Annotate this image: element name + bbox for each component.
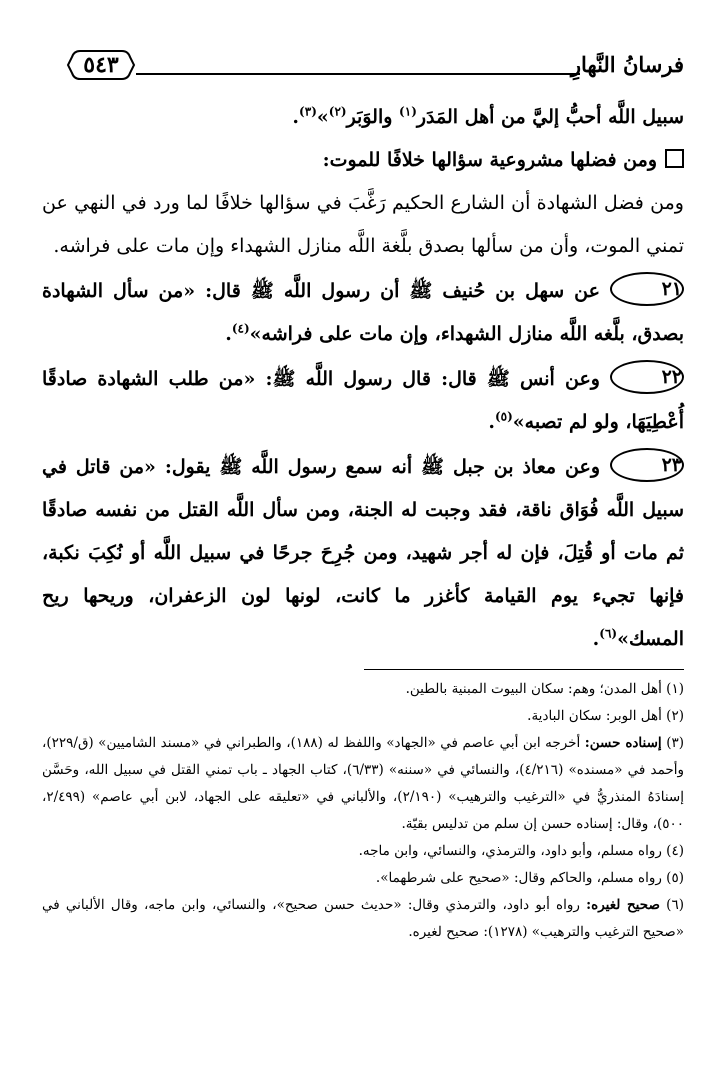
continued-line <box>42 96 684 139</box>
footnote-number: (٤) <box>666 843 684 859</box>
footnote-number: (٦) <box>666 897 684 913</box>
footnote <box>42 676 684 703</box>
section-heading <box>42 139 684 182</box>
hadith-23-text: وعن معاذ بن جبل ﷺ أنه سمع رسول اللَّه ﷺ يقول: «من قاتل في سبيل اللَّه فُوَاق ناقة، فقد وجبت له الجنة، ومن سأل اللَّه القتل من نفسه صادقًا ثم مات أو قُتِلَ، فإن له أجر شهيد، ومن جُرِحَ جرحًا في سبيل اللَّه أو نُكِبَ نكبة، فإنها تجيء يوم القيامة كأغزر ما كانت، لونها لون الزعفران، وريحها ريح المسك» <box>42 456 684 650</box>
page-header <box>64 46 684 90</box>
footnote-ref-4: (٤) <box>231 321 250 336</box>
footnote <box>42 838 684 865</box>
paragraph: ومن فضل الشهادة أن الشارع الحكيم رَغَّبَ في سؤالها خلافًا لما ورد في النهي عن تمني الموت، وأن من سألها بصدق بلَّغة اللَّه منازل الشهداء وإن مات على فراشه. <box>42 192 684 257</box>
footnote-text: أهل المدن؛ وهم: سكان البيوت المبنية بالطين. <box>405 681 662 697</box>
hadith-number-23: ٢٣ <box>610 448 684 482</box>
footnote <box>42 703 684 730</box>
footnote-divider <box>364 669 684 670</box>
page-number: ٥٤٣ <box>83 52 119 78</box>
book-title: فرسانُ النَّهارِ <box>570 52 684 77</box>
footnote-number: (٢) <box>666 708 684 724</box>
footnote-ref-6: (٦) <box>599 626 618 641</box>
footnote-grade: صحيح لغيره: <box>586 897 660 913</box>
footnote-text: رواه أبو داود، والترمذي وقال: «حديث حسن صحيح»، والنسائي، وابن ماجه، وقال الألباني في «صحيح الترغيب والترهيب» (١٢٧٨): صحيح لغيره. <box>42 897 684 940</box>
footnote-number: (٣) <box>666 735 685 751</box>
hadith-21: ٢١عن سهل بن حُنيف ﷺ أن رسول اللَّه ﷺ قال: «من سأل الشهادة بصدق، بلَّغه اللَّه منازل الشهداء، وإن مات على فراشه»$^{(٤)}$. <box>42 270 684 356</box>
footnote-ref-2: (٢) <box>328 104 347 119</box>
header-rule <box>136 73 580 75</box>
footnote-ref-1: (١) <box>399 104 417 119</box>
footnote-number: (٥) <box>666 870 684 886</box>
footnote <box>42 892 684 946</box>
footnote <box>42 865 684 892</box>
hadith-21-text: عن سهل بن حُنيف ﷺ أن رسول اللَّه ﷺ قال: «من سأل الشهادة بصدق، بلَّغه اللَّه منازل الشهداء، وإن مات على فراشه» <box>42 280 684 345</box>
checkbox-square-icon <box>665 149 684 168</box>
hadith-number-22: ٢٢ <box>610 360 684 394</box>
hadith-22-text: وعن أنس ﷺ قال: قال رسول اللَّه ﷺ: «من طلب الشهادة صادقًا أُعْطِيَهَا، ولو لم تصبه» <box>42 368 684 433</box>
hadith-23: ٢٣وعن معاذ بن جبل ﷺ أنه سمع رسول اللَّه ﷺ يقول: «من قاتل في سبيل اللَّه فُوَاق ناقة، فقد وجبت له الجنة، ومن سأل اللَّه القتل من نفسه صادقًا ثم مات أو قُتِلَ، فإن له أجر شهيد، ومن جُرِحَ جرحًا في سبيل اللَّه أو نُكِبَ نكبة، فإنها تجيء يوم القيامة كأغزر ما كانت، لونها لون الزعفران، وريحها ريح المسك»$^{(٦)}$. <box>42 446 684 661</box>
footnotes <box>42 676 684 946</box>
hadith-number-21: ٢١ <box>610 272 684 306</box>
footnote <box>42 730 684 838</box>
footnote-ref-5: (٥) <box>494 409 513 424</box>
continued-line-mid: والوَبَر <box>346 106 393 128</box>
footnote-text: رواه مسلم، وأبو داود، والترمذي، والنسائي، وابن ماجه. <box>358 843 662 859</box>
footnote-grade: إسناده حسن: <box>584 735 662 751</box>
footnote-text: أخرجه ابن أبي عاصم في «الجهاد» واللفظ له (١٨٨)، والطبراني في «مسند الشاميين» (ق/٢٢٩)، وأحمد في «مسنده» (٤/٢١٦)، والنسائي في «سننه» (٦/٣٣)، كتاب الجهاد ـ باب تمني القتل في سبيل الله، وحَسَّن إسنادَهُ المنذريُّ في «الترغيب والترهيب» (٢/١٩٠)، والألباني في «تعليقه على الجهاد، لابن أبي عاصم» (٢/٤٩٩، ٥٠٠)، وقال: إسناده حسن إن سلم من تدليس بقيّة. <box>42 735 684 832</box>
quote-close: » <box>316 106 329 128</box>
page-number-badge <box>66 48 136 82</box>
hadith-22: ٢٢وعن أنس ﷺ قال: قال رسول اللَّه ﷺ: «من طلب الشهادة صادقًا أُعْطِيَهَا، ولو لم تصبه»$^{(٥)}$. <box>42 358 684 444</box>
page-body <box>42 96 684 946</box>
continued-line-tail: . <box>292 106 300 128</box>
section-heading-text: ومن فضلها مشروعية سؤالها خلافًا للموت: <box>322 149 657 171</box>
footnote-text: أهل الوبر: سكان البادية. <box>527 708 662 724</box>
footnote-text: رواه مسلم، والحاكم وقال: «صحيح على شرطهما». <box>375 870 662 886</box>
footnote-number: (١) <box>666 681 684 697</box>
continued-line-text: سبيل اللَّه أحبُّ إليَّ من أهل المَدَر <box>416 106 684 128</box>
footnote-ref-3: (٣) <box>299 104 317 119</box>
